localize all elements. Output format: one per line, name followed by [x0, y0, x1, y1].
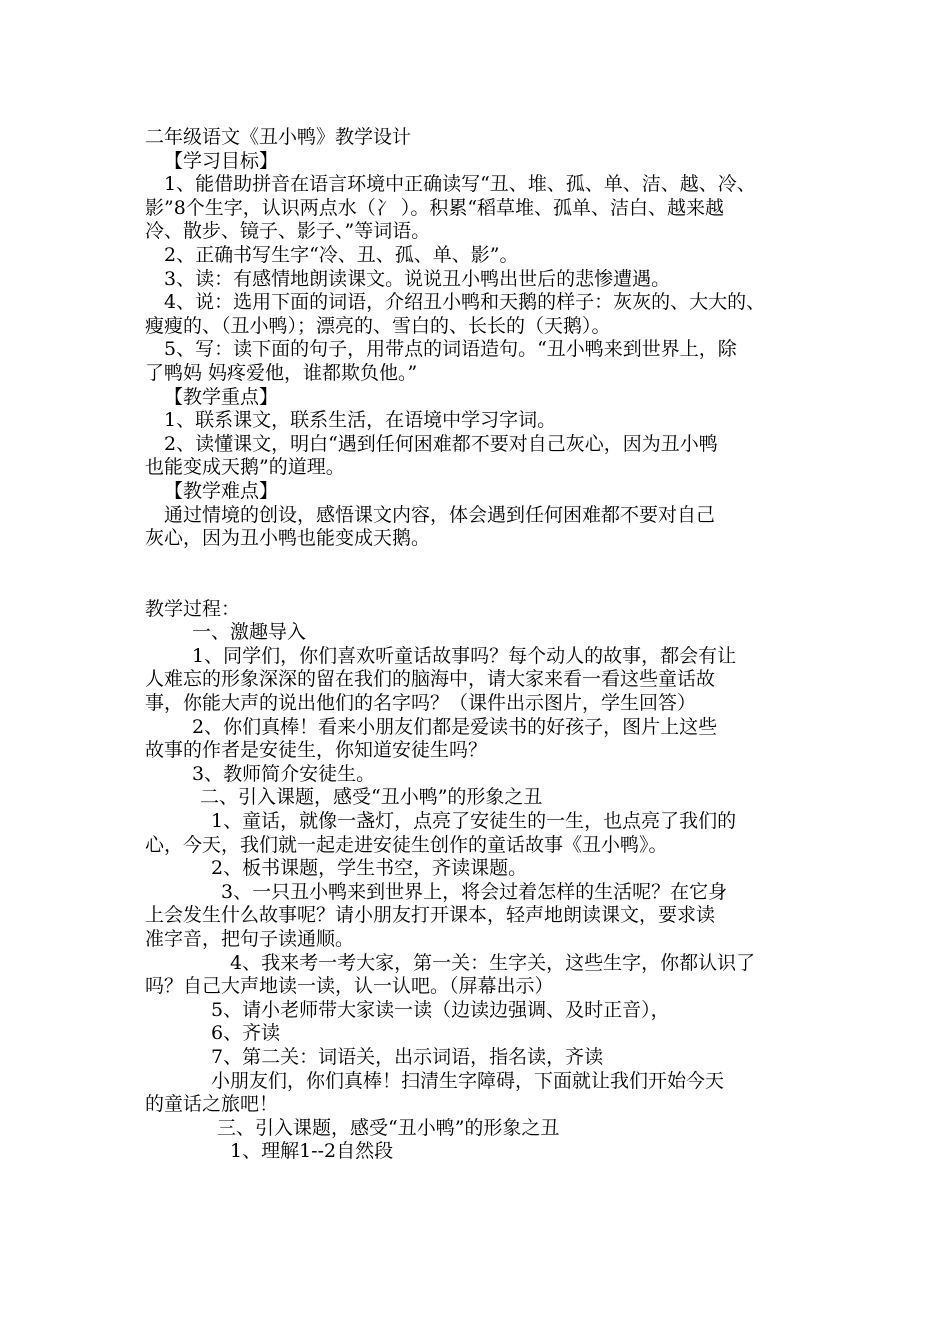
section-one-line: 3、教师简介安徒生。 [192, 762, 376, 785]
key-point-line: 1、联系课文，联系生活，在语境中学习字词。 [164, 409, 557, 432]
key-point-line: 也能变成天鹅”的道理。 [145, 456, 345, 479]
objective-line: 冷、散步、镜子、影子、”等词语。 [145, 220, 431, 243]
objective-line: 了鸭妈 妈疼爱他，谁都欺负他。” [145, 361, 418, 384]
section-one-line: 1、同学们，你们喜欢听童话故事吗？每个动人的故事，都会有让 [192, 644, 737, 667]
section-one-line: 人难忘的形象深深的留在我们的脑海中，请大家来看一看这些童话故 [145, 668, 716, 691]
section-two-line: 准字音，把句子读通顺。 [145, 928, 355, 950]
section-one-line: 事，你能大声的说出他们的名字吗？（课件出示图片，学生回答） [145, 692, 697, 715]
section-two-line: 5、请小老师带大家读一读（边读边强调、及时正音）， [211, 998, 670, 1021]
objective-line: 5、写：读下面的句子，用带点的词语造句。“丑小鸭来到世界上，除 [164, 338, 737, 361]
section-two-line: 上会发生什么故事呢？请小朋友打开课本，轻声地朗读课文，要求读 [145, 904, 716, 927]
objectives-heading: 【学习目标】 [164, 149, 279, 172]
section-one-title: 一、激趣导入 [192, 621, 307, 644]
blank-spacer [145, 551, 810, 598]
objective-line: 影”8个生字，认识两点水（冫 ）。积累“稻草堆、孤单、洁白、越来越 [145, 196, 725, 219]
section-one-line: 故事的作者是安徒生，你知道安徒生吗？ [145, 739, 488, 762]
section-three-title: 三、引入课题，感受“丑小鸭”的形象之丑 [217, 1116, 560, 1139]
section-two-line: 的童话之旅吧！ [145, 1093, 279, 1116]
section-two-line: 吗？自己大声地读一读，认一认吧。（屏幕出示） [145, 975, 554, 998]
process-heading: 教学过程： [145, 597, 241, 620]
section-two-line: 1、童话，就像一盏灯，点亮了安徒生的一生，也点亮了我们的 [211, 810, 737, 833]
difficulties-heading: 【教学难点】 [164, 479, 279, 502]
section-two-line: 3、一只丑小鸭来到世界上，将会过着怎样的生活呢？在它身 [221, 880, 728, 903]
section-two-line: 7、第二关：词语关，出示词语，指名读，齐读 [211, 1045, 604, 1068]
key-point-line: 2、读懂课文，明白“遇到任何困难都不要对自己灰心，因为丑小鸭 [164, 432, 718, 455]
objective-line: 2、正确书写生字“冷、丑、孤、单、影”。 [164, 243, 519, 266]
document-page [145, 126, 810, 1164]
objective-line: 3、读：有感情地朗读课文。说说丑小鸭出世后的悲惨遭遇。 [164, 267, 671, 290]
section-three-line: 1、理解1--2自然段 [230, 1140, 394, 1163]
document-title: 二年级语文《丑小鸭》教学设计 [145, 126, 412, 148]
section-two-line: 小朋友们，你们真棒！扫清生字障碍，下面就让我们开始今天 [211, 1069, 725, 1092]
difficulty-line: 通过情境的创设，感悟课文内容，体会遇到任何困难都不要对自己 [164, 503, 716, 526]
section-two-line: 6、齐读 [211, 1022, 281, 1045]
key-points-heading: 【教学重点】 [164, 385, 279, 408]
section-one-line: 2、你们真棒！看来小朋友们都是爱读书的好孩子，图片上这些 [192, 715, 718, 738]
objective-line: 1、能借助拼音在语言环境中正确读写“丑、堆、孤、单、洁、越、冷、 [164, 173, 756, 196]
section-two-line: 心，今天，我们就一起走进安徒生创作的童话故事《丑小鸭》。 [145, 833, 668, 856]
objective-line: 4、说：选用下面的词语，介绍丑小鸭和天鹅的样子：灰灰的、大大的、 [164, 291, 766, 314]
section-two-line: 2、板书课题，学生书空，齐读课题。 [211, 857, 528, 880]
section-two-title: 二、引入课题，感受“丑小鸭”的形象之丑 [200, 786, 543, 809]
section-two-line: 4、我来考一考大家，第一关：生字关，这些生字，你都认识了 [230, 951, 756, 974]
difficulty-line: 灰心，因为丑小鸭也能变成天鹅。 [145, 527, 431, 550]
objective-line: 瘦瘦的、（丑小鸭）；漂亮的、雪白的、长长的（天鹅）。 [145, 314, 611, 337]
